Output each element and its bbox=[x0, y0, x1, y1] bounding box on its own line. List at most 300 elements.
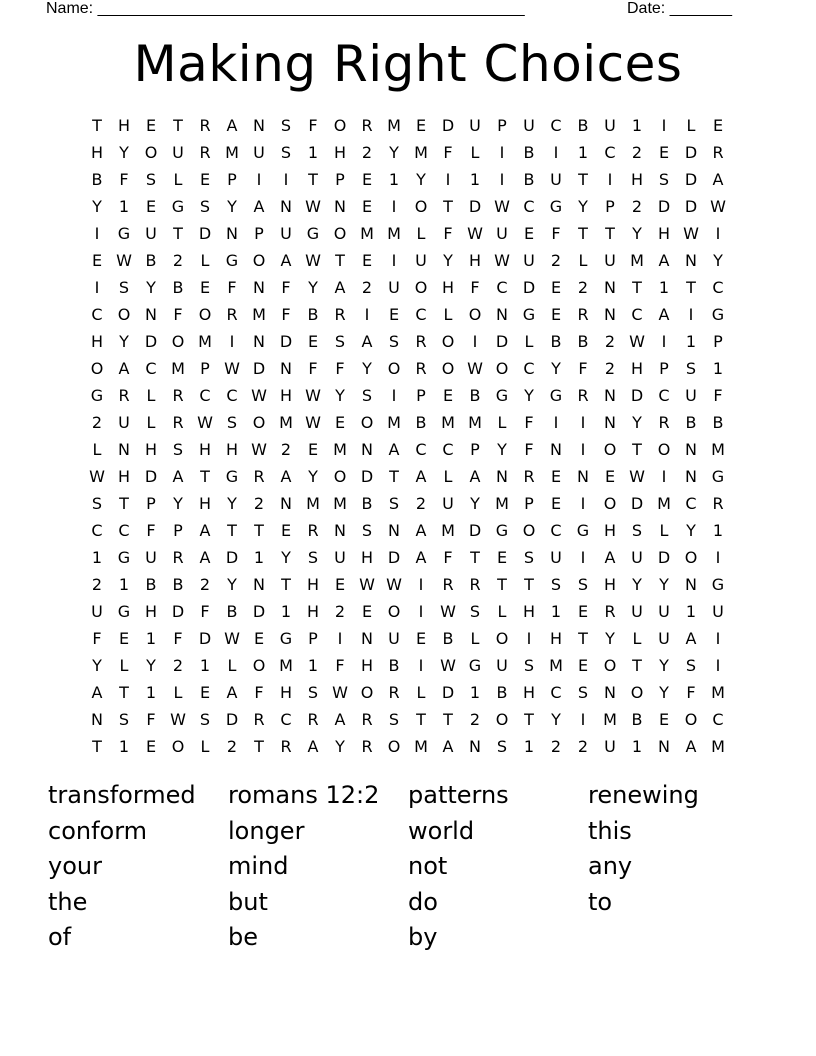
grid-letter: L bbox=[659, 521, 669, 540]
grid-letter: W bbox=[305, 251, 321, 270]
grid-letter: L bbox=[497, 413, 507, 432]
grid-letter: N bbox=[361, 440, 373, 459]
grid-letter: F bbox=[551, 224, 561, 243]
grid-letter: S bbox=[550, 575, 562, 594]
grid-letter: B bbox=[523, 143, 535, 162]
grid-letter: I bbox=[661, 467, 667, 486]
grid-letter: O bbox=[684, 710, 698, 729]
grid-letter: O bbox=[171, 332, 185, 351]
grid-letter: Y bbox=[146, 656, 156, 675]
grid-letter: P bbox=[470, 440, 480, 459]
grid-letter: D bbox=[225, 710, 239, 729]
grid-letter: W bbox=[332, 683, 348, 702]
grid-letter: D bbox=[441, 116, 455, 135]
grid-letter: M bbox=[630, 251, 644, 270]
grid-letter: 2 bbox=[631, 143, 643, 162]
grid-letter: 2 bbox=[334, 602, 346, 621]
grid-letter: O bbox=[171, 737, 185, 756]
grid-letter: T bbox=[173, 224, 183, 243]
grid-letter: I bbox=[526, 629, 532, 648]
grid-letter: W bbox=[494, 197, 510, 216]
grid-letter: A bbox=[712, 170, 724, 189]
grid-letter: S bbox=[685, 656, 697, 675]
grid-letter: C bbox=[523, 359, 535, 378]
grid-letter: T bbox=[443, 197, 453, 216]
grid-letter: Y bbox=[605, 629, 615, 648]
grid-letter: R bbox=[172, 413, 184, 432]
grid-letter: U bbox=[523, 116, 535, 135]
grid-letter: G bbox=[90, 386, 104, 405]
grid-letter: Y bbox=[416, 170, 426, 189]
grid-letter: N bbox=[604, 386, 616, 405]
grid-letter: O bbox=[603, 656, 617, 675]
grid-letter: A bbox=[415, 521, 427, 540]
grid-letter: H bbox=[603, 521, 617, 540]
word-list-item: this bbox=[588, 816, 632, 845]
grid-letter: G bbox=[711, 575, 725, 594]
grid-letter: U bbox=[172, 143, 184, 162]
grid-letter: Y bbox=[659, 683, 669, 702]
grid-letter: D bbox=[225, 548, 239, 567]
grid-letter: B bbox=[145, 251, 157, 270]
grid-letter: W bbox=[170, 710, 186, 729]
grid-letter: T bbox=[605, 224, 615, 243]
grid-letter: B bbox=[631, 710, 643, 729]
grid-letter: G bbox=[171, 197, 185, 216]
grid-letter: U bbox=[388, 278, 400, 297]
grid-letter: A bbox=[334, 278, 346, 297]
grid-letter: O bbox=[387, 602, 401, 621]
grid-letter: U bbox=[685, 386, 697, 405]
grid-letter: U bbox=[496, 224, 508, 243]
grid-letter: T bbox=[578, 629, 588, 648]
grid-letter: R bbox=[712, 143, 724, 162]
grid-letter: S bbox=[199, 197, 211, 216]
grid-letter: E bbox=[199, 683, 211, 702]
grid-letter: 1 bbox=[307, 656, 319, 675]
grid-letter: Y bbox=[551, 710, 561, 729]
grid-letter: M bbox=[414, 143, 428, 162]
grid-letter: R bbox=[658, 413, 670, 432]
grid-letter: F bbox=[524, 413, 534, 432]
grid-letter: F bbox=[578, 359, 588, 378]
grid-letter: P bbox=[659, 359, 669, 378]
word-column bbox=[48, 778, 228, 956]
grid-letter: G bbox=[225, 251, 239, 270]
grid-letter: U bbox=[442, 494, 454, 513]
grid-letter: I bbox=[580, 413, 586, 432]
grid-letter: S bbox=[145, 170, 157, 189]
grid-letter: N bbox=[91, 710, 103, 729]
grid-letter: 1 bbox=[118, 737, 130, 756]
grid-letter: Y bbox=[686, 521, 696, 540]
grid-letter: F bbox=[443, 224, 453, 243]
grid-letter: G bbox=[711, 467, 725, 486]
grid-letter: T bbox=[119, 683, 129, 702]
grid-letter: R bbox=[307, 710, 319, 729]
grid-row bbox=[84, 598, 744, 625]
grid-letter: Y bbox=[551, 359, 561, 378]
grid-letter: A bbox=[118, 359, 130, 378]
grid-letter: W bbox=[710, 197, 726, 216]
grid-letter: M bbox=[495, 494, 509, 513]
grid-letter: H bbox=[198, 494, 212, 513]
grid-letter: O bbox=[684, 548, 698, 567]
grid-row bbox=[84, 571, 744, 598]
grid-letter: R bbox=[469, 575, 481, 594]
grid-letter: R bbox=[415, 332, 427, 351]
grid-letter: H bbox=[468, 251, 482, 270]
grid-letter: U bbox=[631, 602, 643, 621]
grid-letter: R bbox=[361, 710, 373, 729]
grid-letter: S bbox=[172, 440, 184, 459]
grid-letter: T bbox=[200, 467, 210, 486]
grid-letter: 1 bbox=[253, 548, 265, 567]
grid-letter: R bbox=[199, 143, 211, 162]
grid-letter: H bbox=[441, 278, 455, 297]
grid-letter: O bbox=[252, 413, 266, 432]
grid-letter: R bbox=[118, 386, 130, 405]
grid-letter: 2 bbox=[91, 575, 103, 594]
word-list-item: by bbox=[408, 923, 438, 951]
grid-letter: F bbox=[173, 629, 183, 648]
grid-letter: B bbox=[577, 116, 589, 135]
grid-letter: S bbox=[631, 521, 643, 540]
grid-letter: I bbox=[418, 602, 424, 621]
grid-letter: L bbox=[200, 737, 210, 756]
grid-letter: T bbox=[416, 710, 426, 729]
grid-letter: D bbox=[252, 359, 266, 378]
grid-letter: G bbox=[225, 467, 239, 486]
grid-letter: L bbox=[470, 143, 480, 162]
grid-letter: N bbox=[469, 737, 481, 756]
grid-letter: L bbox=[578, 251, 588, 270]
word-list-item: romans 12:2 bbox=[228, 781, 380, 809]
grid-letter: F bbox=[335, 656, 345, 675]
grid-letter: T bbox=[335, 251, 345, 270]
word-list-item: of bbox=[48, 923, 72, 951]
grid-letter: R bbox=[226, 305, 238, 324]
grid-letter: E bbox=[361, 602, 373, 621]
grid-letter: T bbox=[686, 278, 696, 297]
grid-letter: O bbox=[603, 494, 617, 513]
grid-letter: N bbox=[334, 521, 346, 540]
grid-letter: I bbox=[283, 170, 289, 189]
grid-row bbox=[84, 706, 744, 733]
word-list-item: renewing bbox=[588, 781, 699, 809]
grid-letter: T bbox=[254, 521, 264, 540]
grid-letter: H bbox=[279, 683, 293, 702]
grid-letter: 1 bbox=[685, 602, 697, 621]
grid-letter: U bbox=[658, 602, 670, 621]
grid-letter: B bbox=[415, 413, 427, 432]
grid-letter: F bbox=[713, 386, 723, 405]
grid-letter: N bbox=[253, 278, 265, 297]
grid-letter: R bbox=[577, 305, 589, 324]
grid-letter: E bbox=[523, 224, 535, 243]
grid-letter: D bbox=[657, 548, 671, 567]
grid-letter: F bbox=[146, 521, 156, 540]
header bbox=[46, 0, 746, 20]
grid-letter: 2 bbox=[172, 656, 184, 675]
grid-letter: I bbox=[94, 224, 100, 243]
grid-letter: F bbox=[686, 683, 696, 702]
grid-row bbox=[84, 193, 744, 220]
grid-letter: C bbox=[685, 494, 697, 513]
grid-letter: Y bbox=[389, 143, 399, 162]
grid-letter: Y bbox=[227, 197, 237, 216]
grid-letter: I bbox=[94, 278, 100, 297]
grid-letter: 2 bbox=[361, 143, 373, 162]
grid-letter: E bbox=[118, 629, 130, 648]
grid-letter: N bbox=[280, 359, 292, 378]
grid-letter: 1 bbox=[712, 359, 724, 378]
grid-letter: A bbox=[172, 467, 184, 486]
grid-letter: N bbox=[685, 440, 697, 459]
grid-letter: A bbox=[307, 737, 319, 756]
grid-letter: E bbox=[550, 305, 562, 324]
grid-letter: D bbox=[360, 467, 374, 486]
grid-letter: G bbox=[279, 629, 293, 648]
grid-letter: H bbox=[306, 575, 320, 594]
grid-letter: C bbox=[145, 359, 157, 378]
grid-letter: L bbox=[146, 386, 156, 405]
grid-letter: H bbox=[630, 359, 644, 378]
grid-letter: D bbox=[684, 143, 698, 162]
grid-letter: T bbox=[578, 224, 588, 243]
grid-letter: M bbox=[306, 494, 320, 513]
page-title: Making Right Choices bbox=[133, 35, 683, 93]
grid-letter: E bbox=[712, 116, 724, 135]
grid-letter: C bbox=[550, 116, 562, 135]
grid-letter: 2 bbox=[280, 440, 292, 459]
grid-letter: B bbox=[685, 413, 697, 432]
grid-letter: U bbox=[658, 629, 670, 648]
grid-letter: P bbox=[605, 197, 615, 216]
grid-letter: N bbox=[388, 521, 400, 540]
grid-letter: I bbox=[553, 413, 559, 432]
grid-letter: O bbox=[387, 737, 401, 756]
grid-letter: N bbox=[577, 467, 589, 486]
grid-letter: F bbox=[281, 278, 291, 297]
grid-letter: E bbox=[361, 197, 373, 216]
grid-letter: D bbox=[198, 629, 212, 648]
grid-letter: D bbox=[630, 386, 644, 405]
grid-letter: H bbox=[144, 602, 158, 621]
grid-letter: T bbox=[524, 575, 534, 594]
grid-letter: C bbox=[550, 521, 562, 540]
grid-letter: A bbox=[442, 737, 454, 756]
grid-letter: F bbox=[281, 305, 291, 324]
grid-letter: L bbox=[146, 413, 156, 432]
grid-letter: U bbox=[604, 116, 616, 135]
grid-row bbox=[84, 274, 744, 301]
grid-letter: D bbox=[684, 170, 698, 189]
grid-letter: D bbox=[468, 521, 482, 540]
grid-letter: B bbox=[550, 332, 562, 351]
grid-letter: S bbox=[388, 494, 400, 513]
grid-letter: T bbox=[281, 575, 291, 594]
grid-letter: G bbox=[117, 602, 131, 621]
grid-letter: E bbox=[199, 170, 211, 189]
grid-letter: O bbox=[468, 305, 482, 324]
grid-letter: E bbox=[199, 278, 211, 297]
grid-letter: M bbox=[360, 224, 374, 243]
grid-letter: C bbox=[226, 386, 238, 405]
word-list-item: any bbox=[588, 852, 633, 880]
grid-letter: O bbox=[387, 359, 401, 378]
grid-letter: U bbox=[550, 170, 562, 189]
grid-letter: M bbox=[198, 332, 212, 351]
grid-letter: R bbox=[361, 737, 373, 756]
grid-letter: H bbox=[198, 440, 212, 459]
grid-letter: O bbox=[495, 629, 509, 648]
grid-letter: U bbox=[604, 251, 616, 270]
grid-letter: H bbox=[630, 170, 644, 189]
grid-letter: R bbox=[361, 116, 373, 135]
grid-letter: 2 bbox=[199, 575, 211, 594]
grid-letter: 1 bbox=[199, 656, 211, 675]
word-list-item: patterns bbox=[408, 781, 509, 809]
grid-letter: A bbox=[253, 197, 265, 216]
grid-letter: Y bbox=[632, 224, 642, 243]
grid-letter: I bbox=[418, 656, 424, 675]
grid-letter: O bbox=[117, 305, 131, 324]
grid-letter: P bbox=[146, 494, 156, 513]
grid-letter: M bbox=[711, 440, 725, 459]
grid-letter: B bbox=[172, 278, 184, 297]
grid-letter: I bbox=[337, 629, 343, 648]
grid-letter: Y bbox=[227, 575, 237, 594]
grid-letter: E bbox=[307, 440, 319, 459]
grid-letter: E bbox=[361, 251, 373, 270]
grid-letter: 2 bbox=[91, 413, 103, 432]
grid-row bbox=[84, 166, 744, 193]
grid-letter: Y bbox=[362, 359, 372, 378]
grid-letter: S bbox=[361, 386, 373, 405]
grid-letter: Y bbox=[308, 467, 318, 486]
grid-letter: I bbox=[715, 656, 721, 675]
grid-letter: G bbox=[576, 521, 590, 540]
grid-letter: G bbox=[711, 305, 725, 324]
grid-letter: G bbox=[495, 521, 509, 540]
grid-letter: P bbox=[173, 521, 183, 540]
grid-letter: M bbox=[468, 413, 482, 432]
word-list-item: world bbox=[408, 816, 475, 845]
grid-letter: O bbox=[414, 197, 428, 216]
grid-letter: O bbox=[252, 251, 266, 270]
grid-letter: B bbox=[523, 170, 535, 189]
grid-letter: A bbox=[685, 629, 697, 648]
grid-letter: 1 bbox=[523, 737, 535, 756]
grid-letter: Y bbox=[281, 548, 291, 567]
grid-letter: G bbox=[522, 305, 536, 324]
grid-letter: Y bbox=[470, 494, 480, 513]
grid-letter: U bbox=[550, 548, 562, 567]
grid-letter: 1 bbox=[118, 197, 130, 216]
grid-letter: S bbox=[280, 143, 292, 162]
grid-letter: E bbox=[577, 656, 589, 675]
grid-letter: N bbox=[280, 197, 292, 216]
grid-letter: N bbox=[604, 305, 616, 324]
grid-letter: L bbox=[416, 683, 426, 702]
word-list-item: transformed bbox=[48, 781, 196, 809]
grid-letter: A bbox=[199, 521, 211, 540]
grid-letter: D bbox=[387, 548, 401, 567]
grid-letter: M bbox=[333, 494, 347, 513]
grid-letter: F bbox=[119, 170, 129, 189]
grid-row bbox=[84, 139, 744, 166]
grid-letter: S bbox=[496, 737, 508, 756]
grid-letter: U bbox=[91, 602, 103, 621]
grid-row bbox=[84, 463, 744, 490]
grid-letter: I bbox=[418, 575, 424, 594]
grid-letter: E bbox=[550, 278, 562, 297]
grid-letter: M bbox=[333, 440, 347, 459]
grid-letter: Y bbox=[632, 575, 642, 594]
grid-letter: Y bbox=[119, 143, 129, 162]
grid-letter: U bbox=[334, 548, 346, 567]
grid-letter: O bbox=[90, 359, 104, 378]
grid-letter: T bbox=[524, 710, 534, 729]
grid-letter: M bbox=[387, 224, 401, 243]
grid-letter: A bbox=[91, 683, 103, 702]
grid-letter: W bbox=[89, 467, 105, 486]
grid-letter: S bbox=[91, 494, 103, 513]
grid-letter: C bbox=[415, 305, 427, 324]
grid-letter: E bbox=[415, 629, 427, 648]
grid-letter: O bbox=[657, 440, 671, 459]
grid-letter: S bbox=[199, 710, 211, 729]
grid-letter: A bbox=[658, 251, 670, 270]
grid-letter: G bbox=[468, 656, 482, 675]
grid-letter: F bbox=[308, 359, 318, 378]
grid-letter: E bbox=[496, 548, 508, 567]
grid-letter: M bbox=[171, 359, 185, 378]
grid-letter: P bbox=[416, 386, 426, 405]
grid-letter: N bbox=[604, 683, 616, 702]
grid-letter: L bbox=[497, 602, 507, 621]
grid-row bbox=[84, 679, 744, 706]
name-field: Name: ________________________________________________ bbox=[46, 0, 525, 17]
grid-letter: H bbox=[603, 575, 617, 594]
grid-letter: C bbox=[91, 521, 103, 540]
grid-letter: M bbox=[549, 656, 563, 675]
grid-letter: H bbox=[522, 683, 536, 702]
grid-letter: M bbox=[711, 737, 725, 756]
grid-letter: I bbox=[391, 386, 397, 405]
grid-letter: W bbox=[683, 224, 699, 243]
grid-letter: T bbox=[389, 467, 399, 486]
grid-letter: C bbox=[442, 440, 454, 459]
grid-letter: O bbox=[198, 305, 212, 324]
grid-letter: E bbox=[388, 305, 400, 324]
grid-letter: 1 bbox=[469, 683, 481, 702]
grid-letter: E bbox=[307, 332, 319, 351]
grid-letter: I bbox=[580, 440, 586, 459]
grid-letter: T bbox=[92, 116, 102, 135]
grid-letter: M bbox=[279, 413, 293, 432]
grid-letter: T bbox=[470, 548, 480, 567]
grid-letter: 2 bbox=[469, 710, 481, 729]
grid-letter: D bbox=[468, 197, 482, 216]
word-list-item: conform bbox=[48, 816, 148, 845]
grid-letter: B bbox=[91, 170, 103, 189]
grid-letter: R bbox=[172, 548, 184, 567]
grid-letter: A bbox=[226, 683, 238, 702]
grid-letter: O bbox=[441, 359, 455, 378]
grid-letter: I bbox=[715, 629, 721, 648]
